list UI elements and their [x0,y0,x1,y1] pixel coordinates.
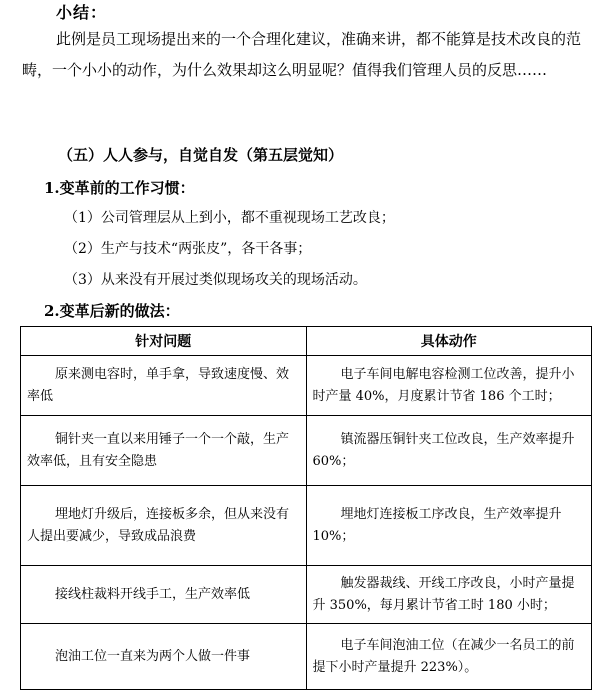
table-row [21,356,592,416]
problem-cell [21,356,307,416]
section-heading: （五）人人参与，自觉自发（第五层觉知） [58,146,344,164]
after-heading: 2.变革后新的做法： [44,302,180,320]
action-cell [306,486,592,566]
problem-text: 埋地灯升级后，连接板多余，但从来没有人提出要减少，导致成品浪费 [27,506,290,544]
actions-table [20,326,592,690]
problem-text: 接线柱裁料开线手工，生产效率低 [55,586,251,602]
action-cell [306,624,592,690]
table-row [21,566,592,624]
action-cell [306,566,592,624]
action-text: 镇流器压铜针夹工位改良，生产效率提升 60%； [312,431,575,469]
header-problem: 针对问题 [21,327,307,356]
summary-heading: 小结： [56,3,108,22]
problem-cell [21,486,307,566]
action-text: 埋地灯连接板工序改良，生产效率提升 10%； [312,506,562,544]
summary-paragraph-text: 此例是员工现场提出来的一个合理化建议，准确来讲，都不能算是技术改良的范畴，一个小小的动作，为什么效果却这么明显呢？值得我们管理人员的反思…… [22,30,582,79]
problem-cell [21,566,307,624]
table-header-row [21,327,592,356]
table-row [21,416,592,486]
action-cell [306,356,592,416]
problem-text: 泡油工位一直来为两个人做一件事 [55,648,251,664]
action-text: 触发器裁线、开线工序改良，小时产量提升 350%，每月累计节省工时 180 小时； [312,575,575,613]
problem-text: 原来测电容时，单手拿，导致速度慢、效率低 [27,366,290,404]
table-row [21,624,592,690]
action-cell [306,416,592,486]
before-item-1: （1）公司管理层从上到小，都不重视现场工艺改良； [64,210,395,226]
problem-text: 铜针夹一直以来用锤子一个一个敲，生产效率低，且有安全隐患 [27,431,290,469]
before-heading: 1.变革前的工作习惯： [44,179,195,197]
action-text: 电子车间电解电容检测工位改善，提升小时产量 40%，月度累计节省 186 个工时； [312,366,575,404]
table-row [21,486,592,566]
header-action: 具体动作 [306,327,592,356]
problem-cell [21,416,307,486]
summary-paragraph [22,24,582,86]
before-item-3: （3）从来没有开展过类似现场攻关的现场活动。 [64,272,367,288]
action-text: 电子车间泡油工位（在减少一名员工的前提下小时产量提升 223%）。 [312,637,575,675]
problem-cell [21,624,307,690]
before-item-2: （2）生产与技术“两张皮”，各干各事； [64,241,312,257]
